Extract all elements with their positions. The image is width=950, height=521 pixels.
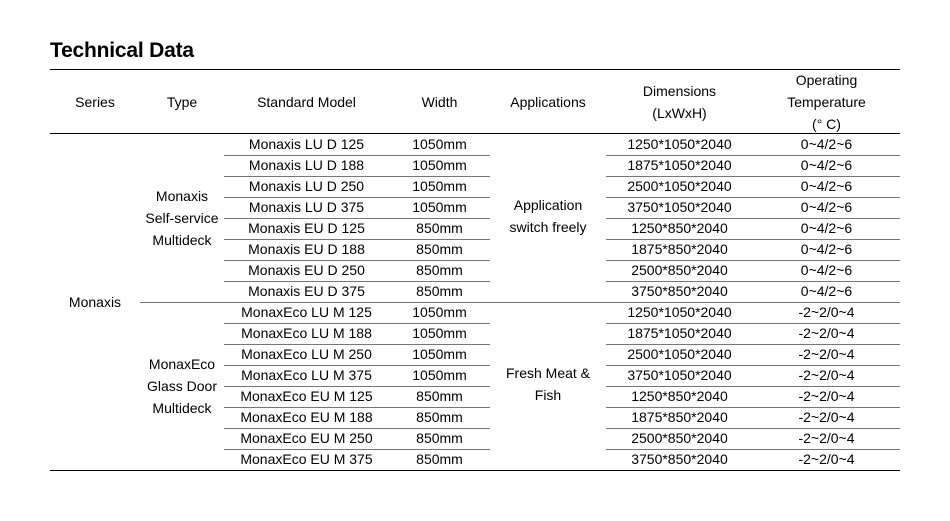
header-temperature-line1: Operating <box>795 72 858 88</box>
applications-line: switch freely <box>509 219 587 235</box>
type-cell <box>142 353 222 419</box>
width-cell: 850mm <box>416 409 463 425</box>
temperature-cell: -2~2/0~4 <box>798 388 855 404</box>
temperature-cell: 0~4/2~6 <box>800 199 853 215</box>
temperature-cell: -2~2/0~4 <box>798 367 855 383</box>
width-cell: 1050mm <box>412 178 467 194</box>
temperature-cell: -2~2/0~4 <box>798 346 855 362</box>
temperature-cell: -2~2/0~4 <box>798 325 855 341</box>
width-cell: 1050mm <box>412 157 467 173</box>
header-temperature-line3: (° C) <box>812 116 841 132</box>
header-dimensions-line2: (LxWxH) <box>652 105 707 121</box>
model-cell: MonaxEco LU M 188 <box>241 325 372 341</box>
dimensions-cell: 1250*1050*2040 <box>627 304 732 320</box>
dimensions-cell: 1875*1050*2040 <box>627 325 732 341</box>
dimensions-cell: 1250*850*2040 <box>631 220 728 236</box>
dimensions-cell: 1875*1050*2040 <box>627 157 732 173</box>
temperature-cell: -2~2/0~4 <box>798 430 855 446</box>
temperature-cell: -2~2/0~4 <box>798 451 855 467</box>
dimensions-cell: 1875*850*2040 <box>631 409 728 425</box>
width-cell: 850mm <box>416 241 463 257</box>
model-cell: Monaxis EU D 125 <box>248 220 365 236</box>
model-cell: MonaxEco EU M 375 <box>240 451 373 467</box>
dimensions-cell: 3750*1050*2040 <box>627 199 732 215</box>
series-cell: Monaxis <box>68 294 122 310</box>
width-cell: 850mm <box>416 430 463 446</box>
dimensions-cell: 1250*1050*2040 <box>627 136 732 152</box>
type-line: Self-service <box>145 210 219 226</box>
width-cell: 850mm <box>416 220 463 236</box>
temperature-cell: 0~4/2~6 <box>800 241 853 257</box>
type-line: Multideck <box>152 400 212 416</box>
header-dimensions-line1: Dimensions <box>642 83 717 99</box>
applications-line: Fresh Meat & <box>505 365 591 381</box>
header-series: Series <box>75 94 115 110</box>
header-width: Width <box>421 94 458 110</box>
dimensions-cell: 1250*850*2040 <box>631 388 728 404</box>
applications-line: Application <box>513 197 583 213</box>
dimensions-cell: 1875*850*2040 <box>631 241 728 257</box>
model-cell: Monaxis LU D 188 <box>248 157 365 173</box>
header-type: Type <box>166 94 198 110</box>
model-cell: Monaxis EU D 188 <box>248 241 365 257</box>
width-cell: 1050mm <box>412 325 467 341</box>
header-temperature-line2: Temperature <box>787 94 866 110</box>
dimensions-cell: 2500*850*2040 <box>631 262 728 278</box>
applications-line: Fish <box>534 387 562 403</box>
page-title: Technical Data <box>50 39 194 62</box>
width-cell: 1050mm <box>412 346 467 362</box>
header-model: Standard Model <box>257 94 356 110</box>
header-temperature <box>753 69 900 135</box>
temperature-cell: 0~4/2~6 <box>800 283 853 299</box>
temperature-cell: 0~4/2~6 <box>800 178 853 194</box>
dimensions-cell: 3750*850*2040 <box>631 451 728 467</box>
dimensions-cell: 2500*850*2040 <box>631 430 728 446</box>
model-cell: MonaxEco EU M 250 <box>240 430 373 446</box>
width-cell: 1050mm <box>412 136 467 152</box>
type-line: Multideck <box>152 232 212 248</box>
dimensions-cell: 2500*1050*2040 <box>627 178 732 194</box>
width-cell: 850mm <box>416 262 463 278</box>
model-cell: Monaxis LU D 375 <box>248 199 365 215</box>
width-cell: 1050mm <box>412 367 467 383</box>
model-cell: MonaxEco EU M 188 <box>240 409 373 425</box>
model-cell: MonaxEco EU M 125 <box>240 388 373 404</box>
model-cell: Monaxis LU D 125 <box>248 136 365 152</box>
model-cell: Monaxis EU D 375 <box>248 283 365 299</box>
type-line: Monaxis <box>155 188 209 204</box>
temperature-cell: 0~4/2~6 <box>800 220 853 236</box>
width-cell: 850mm <box>416 283 463 299</box>
table-bottom-rule <box>50 470 900 471</box>
temperature-cell: 0~4/2~6 <box>800 157 853 173</box>
type-line: MonaxEco <box>148 356 216 372</box>
dimensions-cell: 3750*850*2040 <box>631 283 728 299</box>
width-cell: 1050mm <box>412 199 467 215</box>
applications-cell <box>492 194 604 238</box>
applications-cell <box>492 362 604 406</box>
model-cell: Monaxis LU D 250 <box>248 178 365 194</box>
width-cell: 850mm <box>416 388 463 404</box>
temperature-cell: 0~4/2~6 <box>800 136 853 152</box>
temperature-cell: 0~4/2~6 <box>800 262 853 278</box>
model-cell: MonaxEco LU M 250 <box>241 346 372 362</box>
width-cell: 850mm <box>416 451 463 467</box>
header-dimensions <box>606 80 753 124</box>
width-cell: 1050mm <box>412 304 467 320</box>
dimensions-cell: 3750*1050*2040 <box>627 367 732 383</box>
temperature-cell: -2~2/0~4 <box>798 409 855 425</box>
model-cell: MonaxEco LU M 375 <box>241 367 372 383</box>
model-cell: MonaxEco LU M 125 <box>241 304 372 320</box>
temperature-cell: -2~2/0~4 <box>798 304 855 320</box>
type-cell <box>142 185 222 251</box>
dimensions-cell: 2500*1050*2040 <box>627 346 732 362</box>
header-applications: Applications <box>510 94 586 110</box>
model-cell: Monaxis EU D 250 <box>248 262 365 278</box>
type-line: Glass Door <box>146 378 218 394</box>
